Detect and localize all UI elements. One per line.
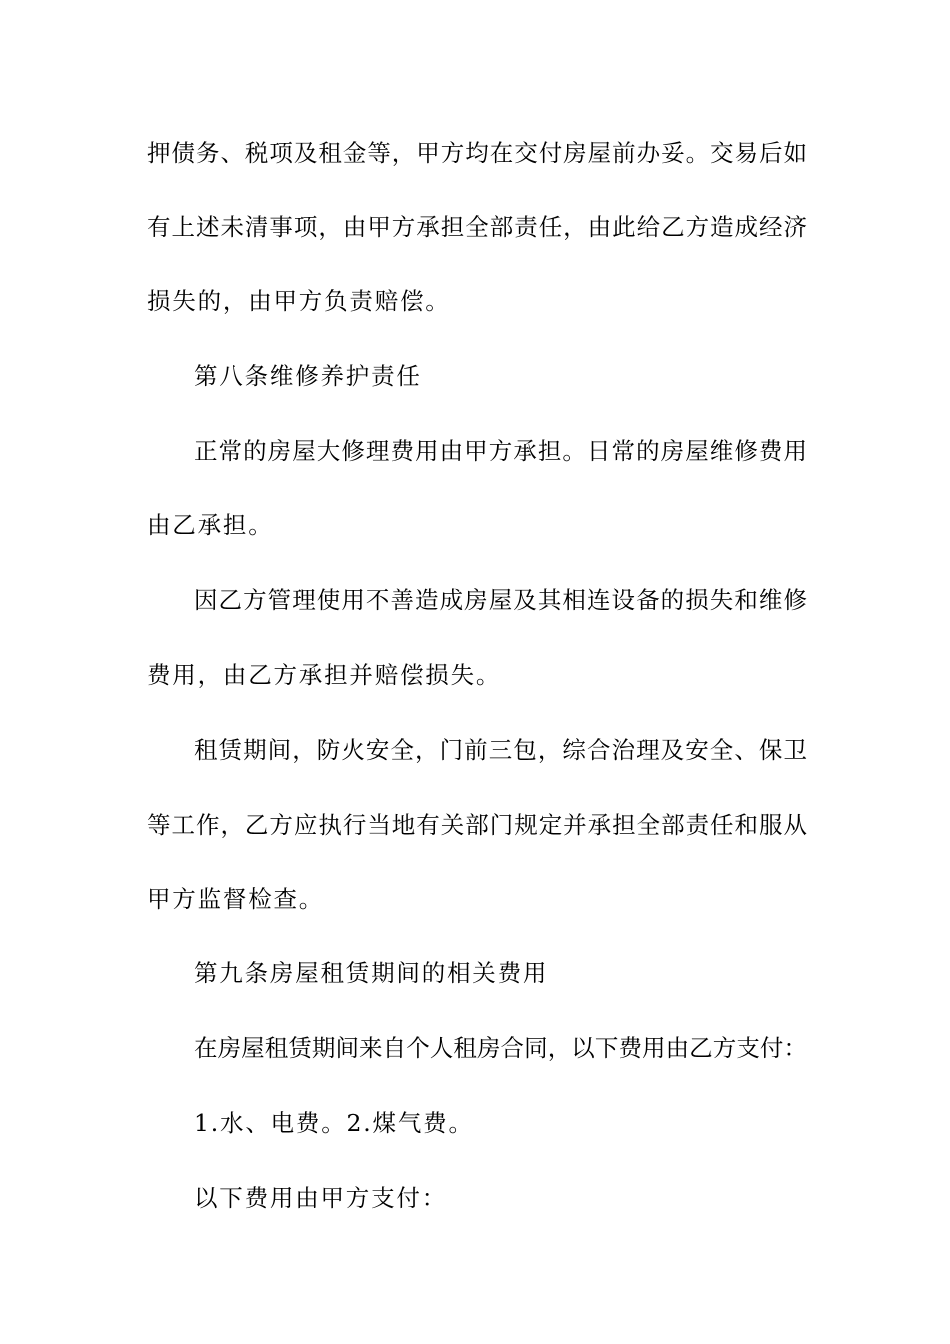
section-heading: 第九条房屋租赁期间的相关费用 xyxy=(194,959,549,987)
section-heading: 第八条维修养护责任 xyxy=(194,362,422,390)
paragraph-line: 由乙承担。 xyxy=(147,511,274,539)
paragraph-line: 因乙方管理使用不善造成房屋及其相连设备的损失和维修 xyxy=(194,586,807,614)
paragraph-line: 费用，由乙方承担并赔偿损失。 xyxy=(147,661,502,689)
paragraph-line: 损失的，由甲方负责赔偿。 xyxy=(147,287,451,315)
paragraph-line: 正常的房屋大修理费用由甲方承担。日常的房屋维修费用 xyxy=(194,437,807,465)
paragraph-line: 有上述未清事项，由甲方承担全部责任，由此给乙方造成经济 xyxy=(147,213,807,241)
paragraph-line: 等工作，乙方应执行当地有关部门规定并承担全部责任和服从 xyxy=(147,811,807,839)
paragraph-line: 1.水、电费。2.煤气费。 xyxy=(194,1109,474,1137)
paragraph-line: 在房屋租赁期间来自个人租房合同，以下费用由乙方支付： xyxy=(194,1034,807,1062)
paragraph-line: 租赁期间，防火安全，门前三包，综合治理及安全、保卫 xyxy=(194,736,807,764)
paragraph-line: 押债务、税项及租金等，甲方均在交付房屋前办妥。交易后如 xyxy=(147,139,807,167)
paragraph-line: 甲方监督检查。 xyxy=(147,885,325,913)
paragraph-line: 以下费用由甲方支付： xyxy=(194,1184,447,1212)
